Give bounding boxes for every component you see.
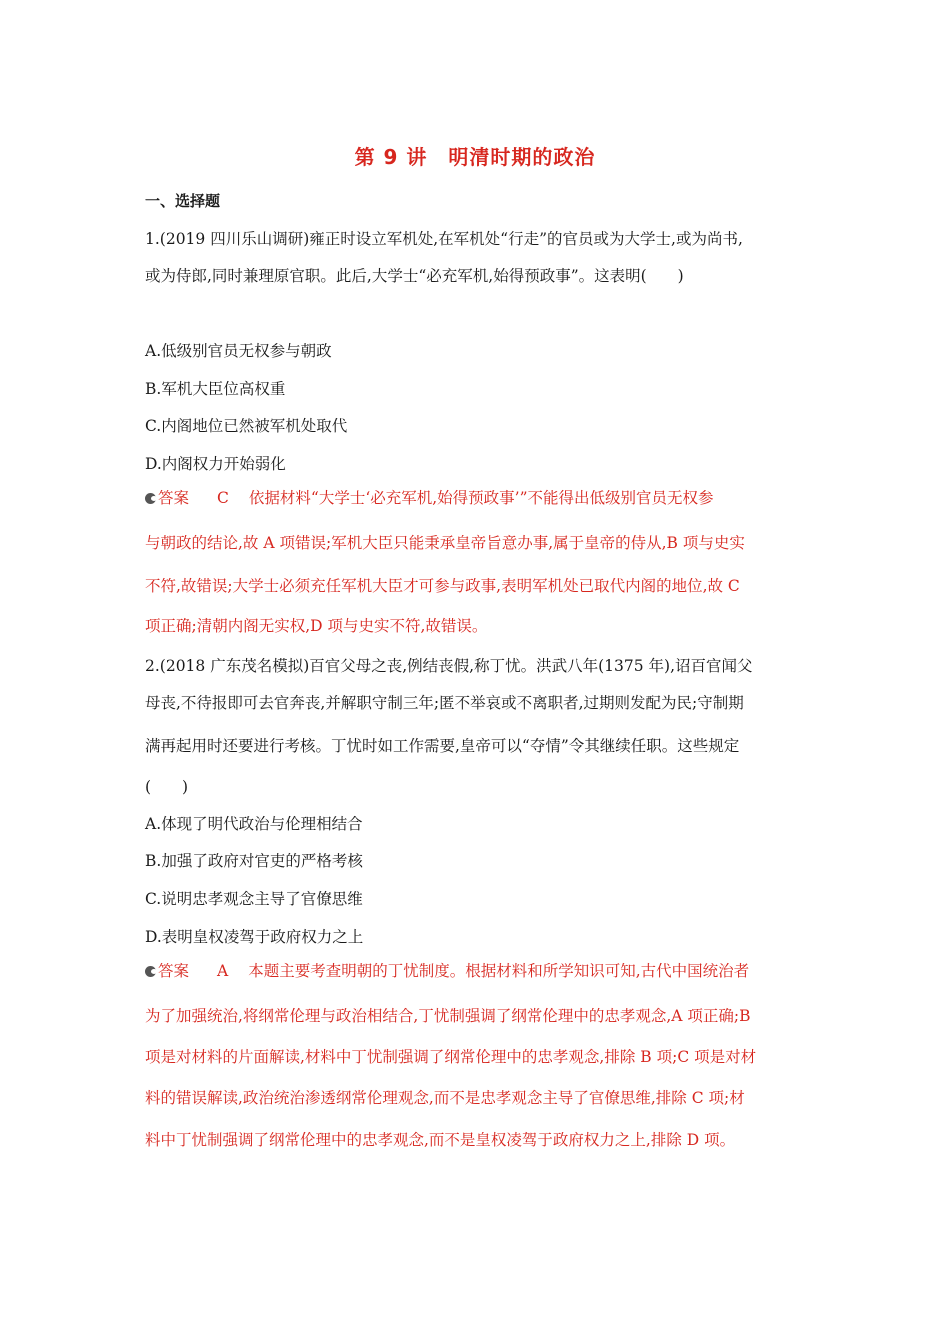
q1-explanation-line: 项正确;清朝内阁无实权,D 项与史实不符,故错误。	[145, 617, 488, 635]
q1-option-b: B.军机大臣位高权重	[145, 380, 286, 398]
answer-explanation: 本题主要考查明朝的丁忧制度。根据材料和所学知识可知,古代中国统治者	[248, 962, 750, 980]
q2-explanation-line: 项是对材料的片面解读,材料中丁忧制强调了纲常伦理中的忠孝观念,排除 B 项;C 项是对材	[145, 1048, 757, 1066]
answer-icon	[145, 493, 156, 504]
q2-stem-line: 满再起用时还要进行考核。丁忧时如工作需要,皇帝可以“夺情”令其继续任职。这些规定	[145, 737, 740, 755]
q2-answer-line	[145, 961, 749, 981]
answer-label: 答案	[158, 489, 190, 507]
q1-option-a: A.低级别官员无权参与朝政	[145, 342, 332, 360]
q1-option-d: D.内阁权力开始弱化	[145, 455, 286, 473]
q2-explanation-line: 料的错误解读,政治统治渗透纲常伦理观念,而不是忠孝观念主导了官僚思维,排除 C 项;材	[145, 1089, 745, 1107]
q2-stem-line: ( )	[145, 778, 189, 796]
q1-answer-line	[145, 488, 714, 508]
answer-label: 答案	[158, 962, 190, 980]
q2-stem-line: 2.(2018 广东茂名模拟)百官父母之丧,例结丧假,称丁忧。洪武八年(1375 年),诏百官闻父	[145, 657, 753, 675]
answer-icon	[145, 966, 156, 977]
q2-option-c: C.说明忠孝观念主导了官僚思维	[145, 890, 363, 908]
q1-stem-line: 1.(2019 四川乐山调研)雍正时设立军机处,在军机处“行走”的官员或为大学士,或为尚书,	[145, 230, 743, 248]
answer-explanation: 依据材料“大学士‘必充军机,始得预政事’”不能得出低级别官员无权参	[248, 489, 714, 507]
answer-letter: A	[217, 962, 229, 980]
q1-option-c: C.内阁地位已然被军机处取代	[145, 417, 348, 435]
q1-explanation-line: 与朝政的结论,故 A 项错误;军机大臣只能秉承皇帝旨意办事,属于皇帝的侍从,B 项与史实	[145, 534, 745, 552]
section-heading: 一、选择题	[145, 192, 221, 210]
q2-option-d: D.表明皇权凌驾于政府权力之上	[145, 928, 364, 946]
q2-stem-line: 母丧,不待报即可去官奔丧,并解职守制三年;匿不举哀或不离职者,过期则发配为民;守制期	[145, 694, 744, 712]
q1-stem-line: 或为侍郎,同时兼理原官职。此后,大学士“必充军机,始得预政事”。这表明( )	[145, 267, 684, 285]
q2-option-a: A.体现了明代政治与伦理相结合	[145, 815, 363, 833]
q2-explanation-line: 料中丁忧制强调了纲常伦理中的忠孝观念,而不是皇权凌驾于政府权力之上,排除 D 项。	[145, 1131, 736, 1149]
q2-explanation-line: 为了加强统治,将纲常伦理与政治相结合,丁忧制强调了纲常伦理中的忠孝观念,A 项正确;B	[145, 1007, 751, 1025]
q2-option-b: B.加强了政府对官吏的严格考核	[145, 852, 363, 870]
q1-explanation-line: 不符,故错误;大学士必须充任军机大臣才可参与政事,表明军机处已取代内阁的地位,故 C	[145, 577, 740, 595]
answer-letter: C	[217, 489, 229, 507]
page-title: 第 9 讲 明清时期的政治	[354, 145, 596, 169]
